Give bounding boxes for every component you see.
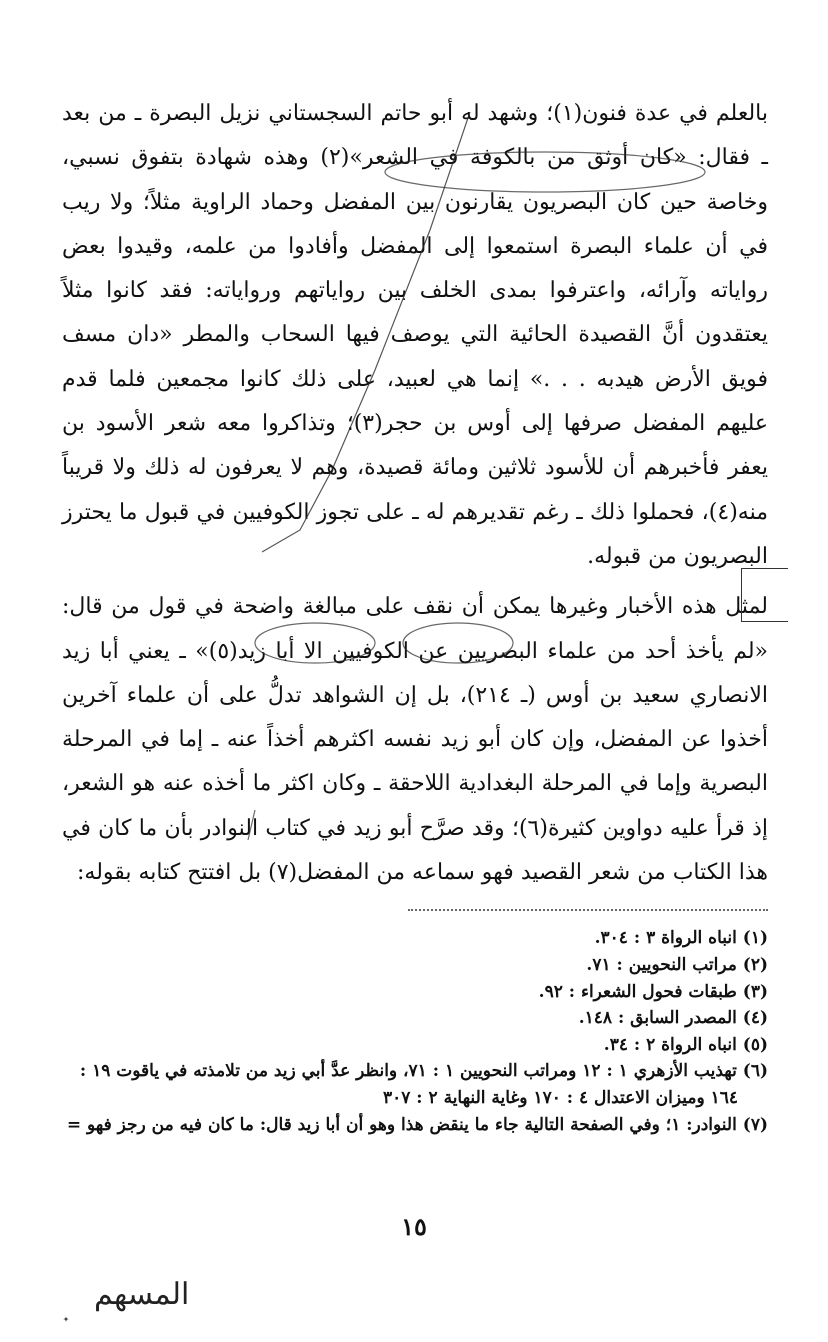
page-number: ١٥ (401, 1212, 427, 1241)
footnote-5: (٥) انباه الرواة ٢ : ٣٤. (603, 1034, 768, 1055)
footnote-1: (١) انباه الرواة ٣ : ٣٠٤. (594, 928, 768, 949)
svg-text:المسهم: المسهم (94, 1277, 190, 1312)
footnotes (62, 925, 768, 1138)
footnote-3: (٣) طبقات فحول الشعراء : ٩٢. (538, 981, 768, 1002)
footnote-6-continued: ١٦٤ وميزان الاعتدال ٤ : ١٧٠ وغاية النهاية ٢ : ٣٠٧ (382, 1087, 738, 1108)
svg-text:✦: ✦ (62, 1315, 70, 1324)
paragraph-margin-bracket (741, 568, 788, 622)
footnote-4: (٤) المصدر السابق : ١٤٨. (578, 1008, 768, 1029)
footnote-6: (٦) تهذيب الأزهري ١ : ١٢ ومراتب النحويين ١ : ٧١، وانظر عدَّ أبي زيد من تلامذته في ياقوت ١٩ : (79, 1061, 768, 1082)
footnote-2: (٢) مراتب النحويين : ٧١. (586, 954, 768, 975)
paragraph-2: لمثل هذه الأخبار وغيرها يمكن أن نقف على مبالغة واضحة في قول من قال: «لم يأخذ أحد من علماء البصريين عن الكوفيين الا أبا زيد(٥)» ـ يعني أبا زيد الانصاري سعيد بن أوس (ـ ٢١٤)، بل إن الشواهد تدلُّ على أن علماء آخرين أخذوا عن المفضل، وإن كان أبو زيد نفسه اكثرهم أخذاً عنه ـ إما في المرحلة البصرية وإما في المرحلة البغدادية اللاحقة ـ وكان اكثر ما أخذه عنه هو الشعر، إذ قرأ عليه دواوين كثيرة(٦)؛ وقد صرَّح أبو زيد في كتاب النوادر بأن ما كان في هذا الكتاب من شعر القصيد فهو سماعه من المفضل(٧) بل افتتح كتابه بقوله: (62, 594, 769, 886)
library-stamp-logo (6, 1262, 190, 1332)
page-body (62, 92, 768, 1138)
paragraph-1: بالعلم في عدة فنون(١)؛ وشهد له أبو حاتم السجستاني نزيل البصرة ـ من بعد ـ فقال: «كان أوثق من بالكوفة في الشعر»(٢) وهذه شهادة بتفوق نسبي، وخاصة حين كان البصريون يقارنون بين المفضل وحماد الراوية مثلاً؛ ولا ريب في أن علماء البصرة استمعوا إلى المفضل وأفادوا من علمه، وقيدوا بعض رواياته وآرائه، واعترفوا بمدى الخلف بين رواياتهم ورواياته: فقد كانوا مثلاً يعتقدون أنَّ القصيدة الحائية التي يوصف فيها السحاب والمطر «دان مسف فويق الأرض هيدبه . . .» إنما هي لعبيد، على ذلك كانوا مجمعين فلما قدم عليهم المفضل صرفها إلى أوس بن حجر(٣)؛ وتذاكروا معه شعر الأسود بن يعفر فأخبرهم أن للأسود ثلاثين ومائة قصيدة، وهم لا يعرفون له ذلك ولا قريباً منه(٤)، فحملوا ذلك ـ رغم تقديرهم له ـ على تجوز الكوفيين في قبول ما يحترز البصريون من قبوله. (62, 101, 768, 569)
footnote-separator (408, 909, 768, 911)
footnote-7: (٧) النوادر: ١؛ وفي الصفحة التالية جاء ما ينقض هذا وهو أن أبا زيد قال: ما كان فيه من رجز فهو = (66, 1114, 768, 1135)
